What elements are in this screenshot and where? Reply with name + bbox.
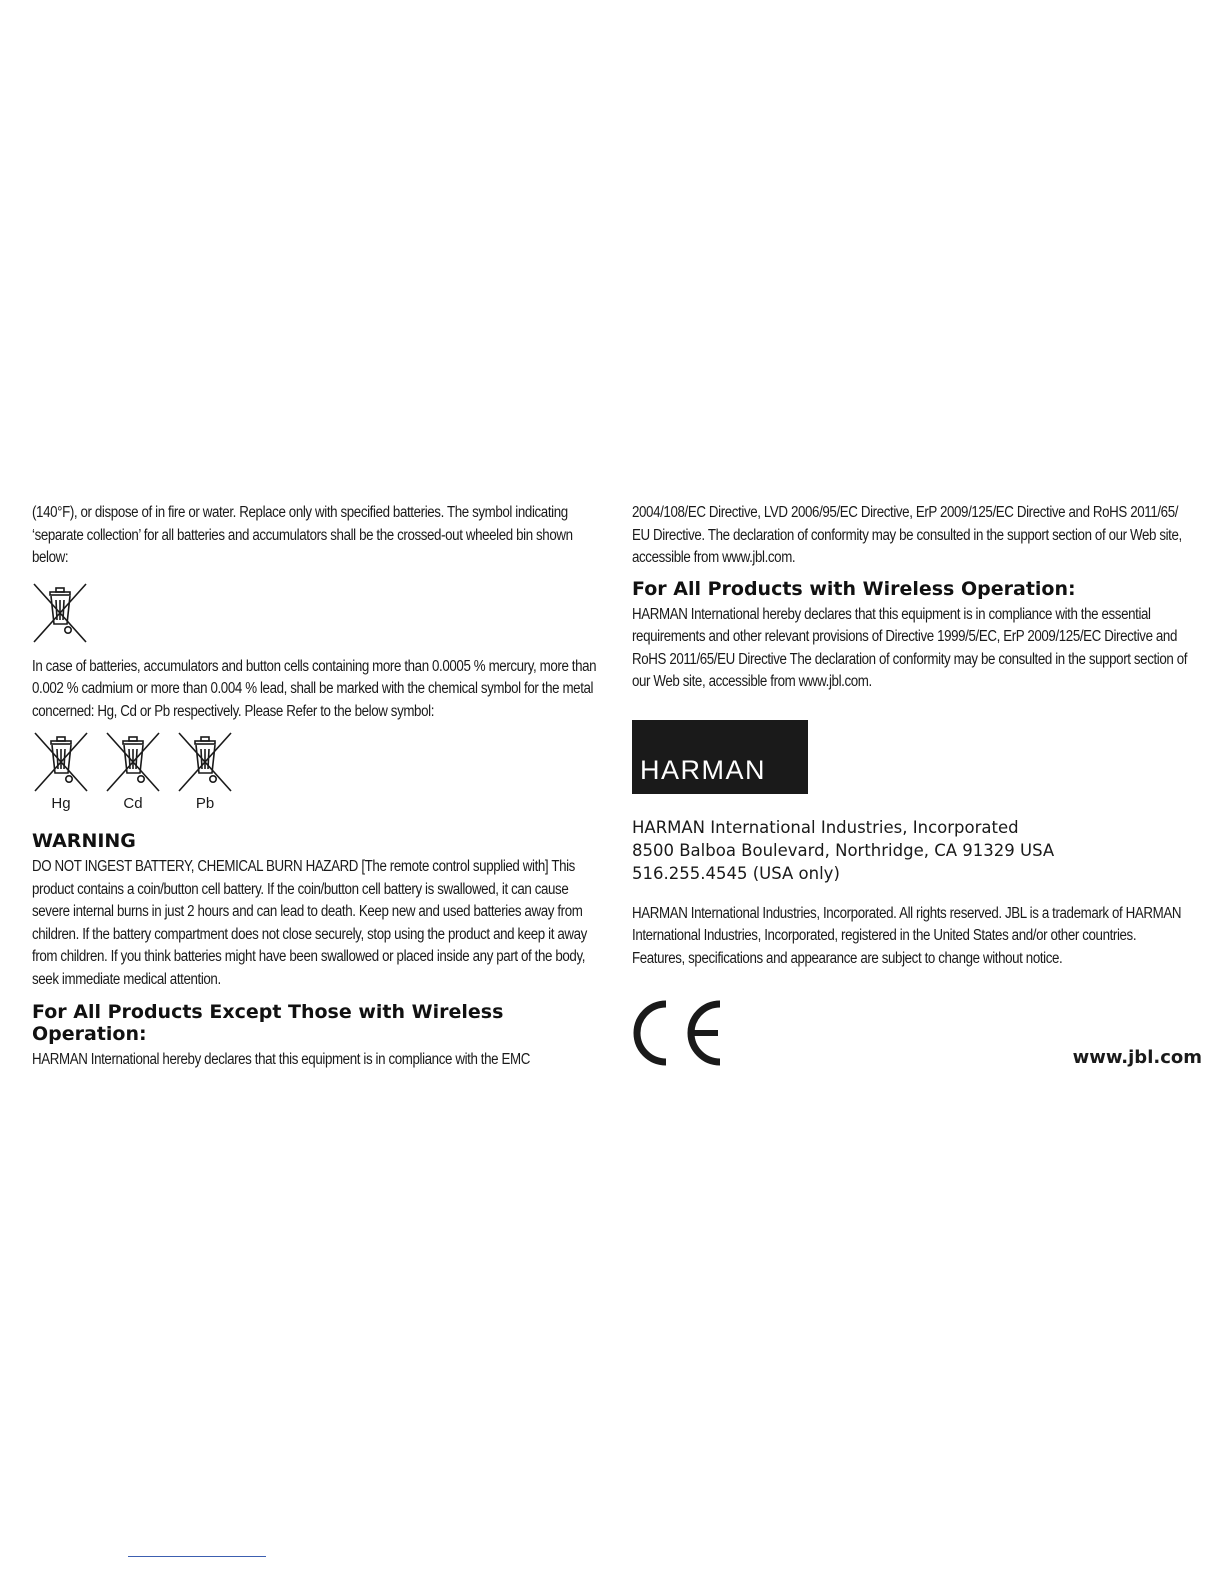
ce-mark-icon <box>632 1000 724 1066</box>
crossed-out-wheeled-bin-icon <box>33 731 89 793</box>
bin-symbol <box>32 582 607 644</box>
bin-hg <box>32 731 90 812</box>
crossed-out-wheeled-bin-icon <box>105 731 161 793</box>
warning-text: DO NOT INGEST BATTERY, CHEMICAL BURN HAZARD [The remote control supplied with] This product contains a coin/button cell battery. If the coin/button cell battery is swallowed, it can cause severe internal burns in just 2 hours and can lead to death. Keep new and used batteries away from children. If the battery compartment does not close securely, stop using the product and keep it away from children. If you think batteries might have been swallowed or placed inside any part of the body, seek immediate medical attention. <box>32 858 587 988</box>
address-line-street: 8500 Balboa Boulevard, Northridge, CA 91329 USA <box>632 840 1055 860</box>
warning-heading: WARNING <box>32 830 136 852</box>
chemical-label-cd: Cd <box>123 795 143 812</box>
chemical-label-pb: Pb <box>195 795 215 812</box>
bin-pb <box>176 731 234 812</box>
chemical-label-hg: Hg <box>51 795 71 812</box>
wireless-heading: For All Products with Wireless Operation: <box>632 577 1076 600</box>
harman-logo <box>632 720 808 794</box>
crossed-out-wheeled-bin-icon <box>32 582 88 644</box>
except-wireless-text: HARMAN International hereby declares that this equipment is in compliance with the EMC <box>32 1051 530 1068</box>
rights-text: HARMAN International Industries, Incorporated. All rights reserved. JBL is a trademark of HARMAN International Industries, Incorporated, registered in the United States and/or other countries. Features, specifications and appearance are subject to change without notice. <box>632 904 1182 967</box>
crossed-out-wheeled-bin-icon <box>177 731 233 793</box>
website-url[interactable]: www.jbl.com <box>1072 1047 1202 1068</box>
harman-logo-text: HARMAN <box>640 754 767 785</box>
left-column <box>32 502 607 1072</box>
directive-continued-text: 2004/108/EC Directive, LVD 2006/95/EC Directive, ErP 2009/125/EC Directive and RoHS 2011/65/ EU Directive. The declaration of conformity may be consulted in the support section of our Web site, accessible from www.jbl.com. <box>632 504 1182 566</box>
chemical-symbol-text: In case of batteries, accumulators and button cells containing more than 0.0005 % mercury, more than 0.002 % cadmium or more than 0.004 % lead, shall be marked with the chemical symbol for the metal concerned: Hg, Cd or Pb respectively. Please Refer to the below symbol: <box>32 657 597 720</box>
right-column <box>632 502 1192 970</box>
address-line-phone: 516.255.4545 (USA only) <box>632 863 840 883</box>
except-wireless-heading: For All Products Except Those with Wireless Operation: <box>32 1001 504 1045</box>
chemical-bin-symbols <box>32 731 607 812</box>
bin-cd <box>104 731 162 812</box>
wireless-text: HARMAN International hereby declares that this equipment is in compliance with the essential requirements and other relevant provisions of Directive 1999/5/EC, ErP 2009/125/EC Directive and RoHS 2011/65/EU Directive The declaration of conformity may be consulted in the support section of our Web site, accessible from www.jbl.com. <box>632 605 1188 690</box>
address-line-company: HARMAN International Industries, Incorporated <box>632 817 1019 837</box>
footer-rule <box>128 1556 266 1557</box>
address-block <box>632 816 1192 885</box>
battery-intro-text: (140°F), or dispose of in fire or water. Replace only with specified batteries. The symbol indicating ‘separate collection’ for all batteries and accumulators shall be the crossed-out wheeled bin shown below: <box>32 504 573 566</box>
